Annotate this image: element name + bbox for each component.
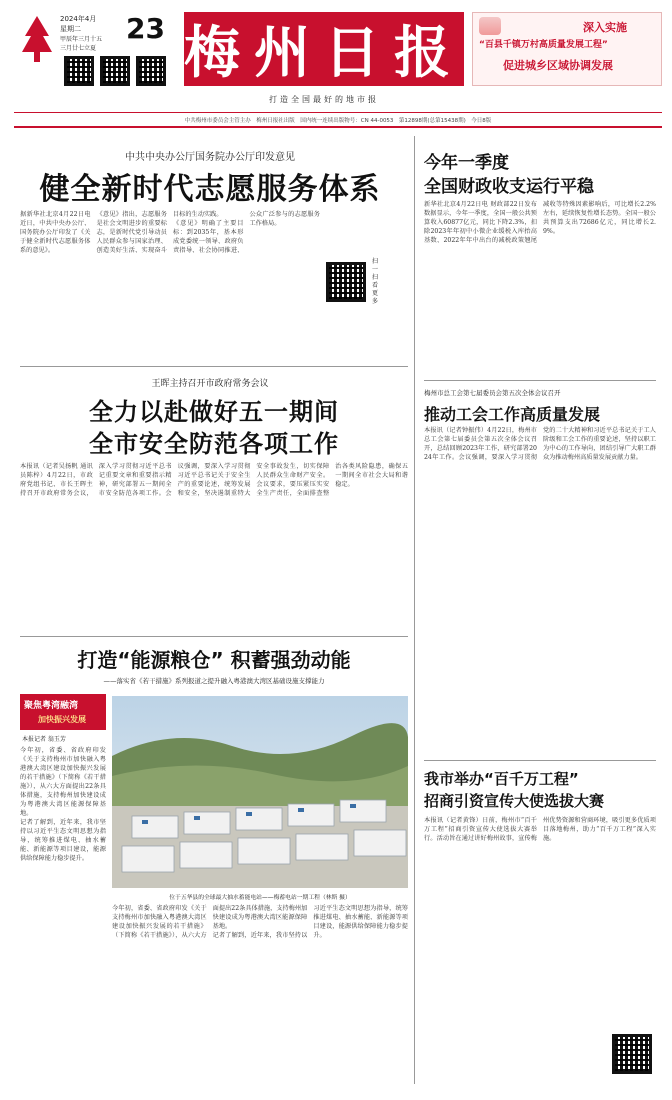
- right1-divider: [424, 380, 656, 381]
- banner-title: 聚焦粤湾融湾: [24, 701, 79, 711]
- right1-headline-2: 全国财政收支运行平稳: [424, 177, 594, 197]
- qr-code-2: [100, 56, 130, 86]
- newspaper-title: 梅州日报: [184, 20, 464, 86]
- story1-kicker: 中共中央办公厅国务院办公厅印发意见: [125, 152, 295, 163]
- right2-kicker: 梅州市总工会第七届委员会第五次全体会议召开: [424, 389, 561, 397]
- right2-headline: 推动工会工作高质量发展: [424, 405, 601, 424]
- right1-headline-1: 今年一季度: [424, 153, 509, 173]
- solar-term: 三月廿七立夏: [60, 45, 97, 52]
- masthead: [14, 8, 662, 112]
- masthead-title-block: [184, 12, 464, 86]
- story2-headline-1: 全力以赴做好五一期间: [89, 398, 339, 426]
- story3-body-left: 今年初，省委、省政府印发《关于支持梅州市加快融入粤港澳大湾区建设加快振兴发展的若干措施》（下简称《若干措施》），从六大方面提出22条具体措施，支持梅州加快建设成为粤港澳大湾区能源保障基地。 记者了解到，近年来，我市坚持以习近平生态文明思想为指导，统筹推进煤电、抽水蓄能、新能源等项目建设，能源供给保障能力稳步提升。: [20, 747, 106, 862]
- story2-divider: [20, 636, 408, 637]
- promo-title: 深入实施: [583, 21, 627, 34]
- masthead-rule: [14, 112, 662, 113]
- slogan: 打造全国最好的地市报: [269, 95, 379, 104]
- story3-headline: 打造“能源粮仓” 积蓄强劲动能: [77, 648, 351, 672]
- promo-figure-icon: [479, 17, 501, 35]
- story1-divider: [20, 366, 408, 367]
- energy-storage-photo: [112, 696, 408, 888]
- right2-divider: [424, 760, 656, 761]
- promo-box: [472, 12, 662, 86]
- lunar-date: 甲辰年三月十五: [60, 36, 103, 43]
- right1-body: 新华社北京4月22日电 财政部22日发布数据显示，今年一季度，全国一般公共预算收入60877亿元，同比下降2.3%，扣除2023年年初中小微企业缓税入库抬高基数、2022年年中出台的减税政策翘尾减收等特殊因素影响后，可比增长2.2%左右，延续恢复性增长态势。全国一般公共预算支出72686亿元，同比增长2.9%。: [424, 201, 656, 244]
- story2-kicker: 王晖主持召开市政府常务会议: [151, 379, 269, 389]
- story1-qr-code: [326, 262, 366, 302]
- newspaper-logo-icon: [16, 12, 58, 66]
- column-divider: [414, 136, 415, 1084]
- story1-body: 据新华社北京4月22日电 近日，中共中央办公厅、国务院办公厅印发了《关于健全新时代志愿服务体系的意见》。 《意见》指出，志愿服务是社会文明进步的重要标志，是新时代党引导动员人民群众参与国家治理、创造美好生活、实现奋斗目标的生动实践。 《意见》明确了主要目标：到2035年，基本形成党委统一领导、政府负责指导、社会协同推进、公众广泛参与的志愿服务工作格局。: [20, 211, 320, 254]
- right3-headline-1: 我市举办“百千万工程”: [424, 770, 579, 788]
- promo-line1: “百县千镇万村高质量发展工程”: [479, 40, 608, 50]
- info-bar: 中共梅州市委员会主管主办 梅州日报社出版 国内统一连续出版物号：CN 44-0053 第12898期(总第15438期) 今日8版: [184, 118, 492, 124]
- banner-subtitle: 加快振兴发展: [38, 715, 86, 724]
- qr-code-1: [64, 56, 94, 86]
- weekday: 星期二: [60, 25, 81, 33]
- story3-subhead: ——落实省《若干措施》系列报道之提升融入粤港澳大湾区基础设施支撑能力: [103, 677, 325, 685]
- right3-body: 本报讯（记者黄锋）日前，梅州市“百千万工程”招商引资宣传大使选拔大赛举行。活动旨在通过讲好梅州故事，宣传梅州优势资源和营商环境，吸引更多优质项目落地梅州，助力“百千万工程”深入实施。: [424, 817, 656, 842]
- qr-code-3: [136, 56, 166, 86]
- right3-headline-2: 招商引资宣传大使选拔大赛: [424, 792, 605, 810]
- info-rule: [14, 126, 662, 128]
- story2-headline-2: 全市安全防范各项工作: [89, 430, 339, 458]
- right2-body: 本报讯（记者钟振伟）4月22日，梅州市总工会第七届委员会第五次全体会议召开，总结回顾2023年工作，研究部署2024年工作。会议强调，要深入学习贯彻党的二十大精神和习近平总书记关于工人阶级和工会工作的重要论述，坚持以职工为中心的工作导向，团结引导广大职工群众为推动梅州高质量发展贡献力量。: [424, 427, 656, 461]
- story1-headline: 健全新时代志愿服务体系: [39, 172, 381, 207]
- scan-label: 扫一扫 看更多: [372, 258, 379, 305]
- promo-line2: 促进城乡区域协调发展: [503, 59, 613, 72]
- story3-byline: 本报记者 翁玉芳: [22, 736, 66, 743]
- date-line: 2024年4月: [60, 15, 97, 23]
- photo-caption: 位于五华县的全球最大抽水蓄能电站——梅蓄电站一期工程（林斯 摄）: [169, 895, 351, 901]
- day-number: 23: [126, 12, 165, 45]
- right3-qr-code: [612, 1034, 652, 1074]
- story3-body-bottom: 今年初，省委、省政府印发《关于支持梅州市加快融入粤港澳大湾区建设加快振兴发展的若干措施》（下简称《若干措施》），从六大方面提出22条具体措施，支持梅州加快建设成为粤港澳大湾区能源保障基地。 记者了解到，近年来，我市坚持以习近平生态文明思想为指导，统筹推进煤电、抽水蓄能、新能源等项目建设，能源供给保障能力稳步提升。: [112, 905, 408, 939]
- story3-banner: [20, 694, 106, 730]
- story2-body: 本报讯（记者吴扬帆 通讯员陈梓）4月22日，市政府党组书记、市长王晖主持召开市政府常务会议，深入学习贯彻习近平总书记重要文章和重要指示精神，研究部署五一期间全市安全防范各项工作。会议强调，要深入学习贯彻习近平总书记关于安全生产的重要论述，统筹发展和安全，坚决遏制重特大安全事故发生，切实保障人民群众生命财产安全。会议要求，要压紧压实安全生产责任，全面排查整治各类风险隐患，确保五一期间全市社会大局和谐稳定。: [20, 463, 408, 497]
